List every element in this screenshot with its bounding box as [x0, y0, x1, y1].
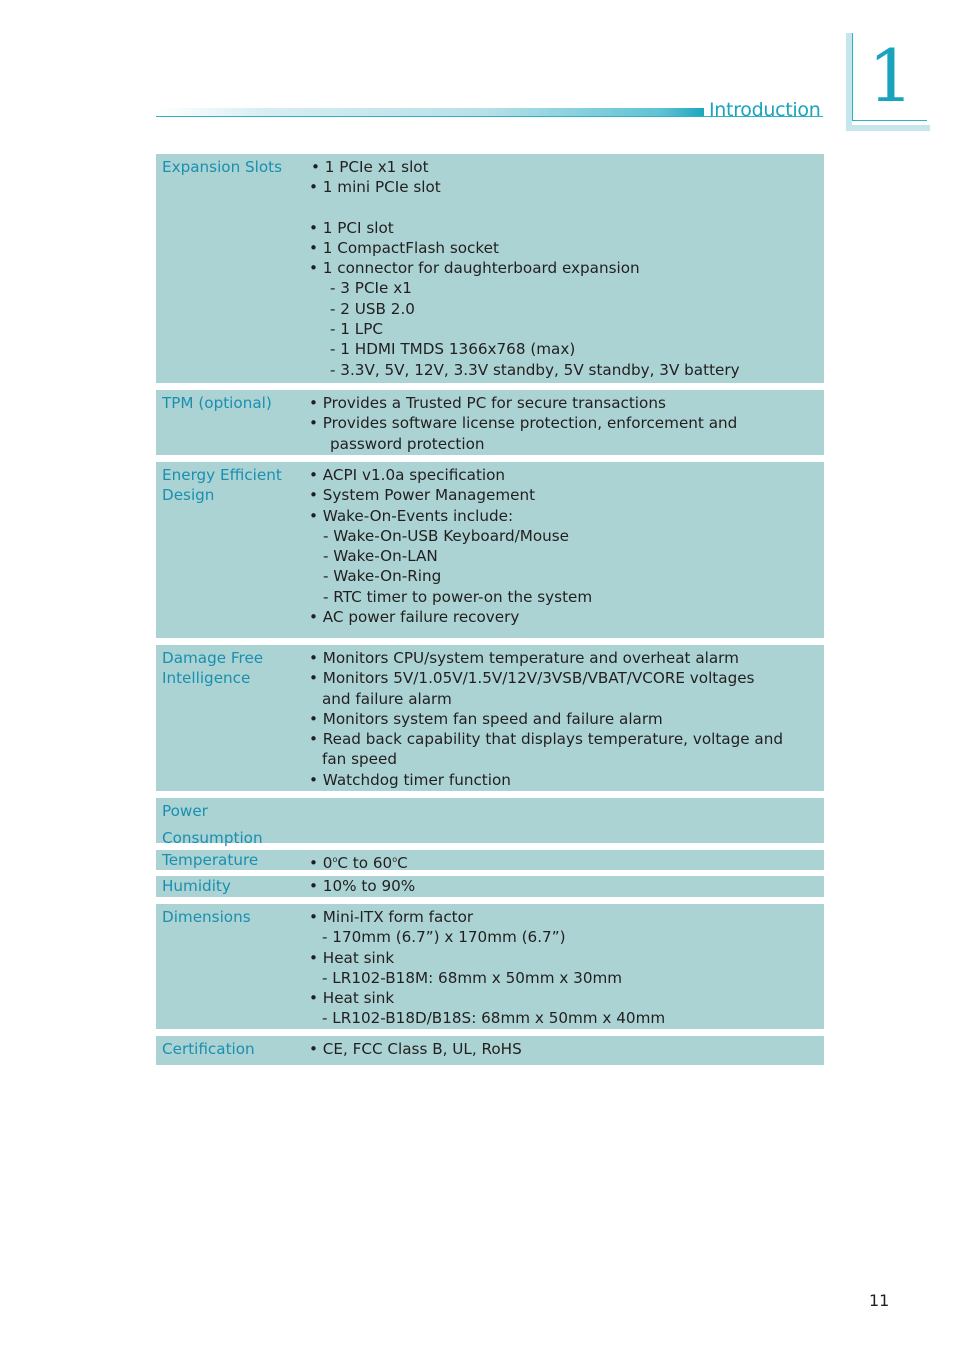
row-label: Certification	[162, 1040, 255, 1058]
table-row-expansion-slots	[156, 154, 824, 383]
specifications-table	[156, 154, 824, 1072]
row-label: Temperature	[162, 851, 259, 869]
list-item-continuation: password protection	[330, 434, 485, 453]
sub-item: - Wake-On-LAN	[323, 547, 438, 566]
row-label: Damage Free Intelligence	[162, 649, 264, 688]
row-label: Energy Efficient Design	[162, 466, 282, 505]
chapter-number: 1	[868, 34, 914, 118]
page-number: 11	[869, 1291, 890, 1310]
list-item: • 1 mini PCIe slot	[309, 178, 441, 197]
list-item: • 1 PCI slot	[309, 218, 394, 237]
list-item: • ACPI v1.0a specification	[309, 466, 506, 484]
row-label: Dimensions	[162, 908, 251, 926]
row-content: • 10% to 90%	[309, 877, 416, 895]
sub-item: - Wake-On-USB Keyboard/Mouse	[323, 526, 570, 545]
row-label: Power Consumption	[162, 802, 263, 847]
list-item: • Heat sink	[309, 948, 395, 967]
table-row-tpm	[156, 390, 824, 455]
row-label: Humidity	[162, 877, 231, 895]
table-row-dimensions	[156, 904, 824, 1029]
sub-item: - LR102-B18D/B18S: 68mm x 50mm x 40mm	[322, 1009, 666, 1028]
row-content	[156, 462, 824, 629]
list-item: • Monitors system fan speed and failure alarm	[309, 709, 663, 728]
row-content	[156, 390, 824, 456]
section-title: Introduction	[709, 99, 821, 121]
sub-item: - 2 USB 2.0	[330, 299, 415, 318]
list-item: • System Power Management	[309, 486, 536, 505]
list-item: • Read back capability that displays temperature, voltage and	[309, 730, 783, 749]
list-item: • Provides a Trusted PC for secure transactions	[309, 394, 666, 412]
sub-item: - 3.3V, 5V, 12V, 3.3V standby, 5V standby, 3V battery	[330, 360, 740, 379]
table-row-certification	[156, 1036, 824, 1065]
row-content	[156, 154, 824, 382]
sub-item: - 3 PCIe x1	[330, 279, 412, 298]
list-item-continuation: and failure alarm	[322, 689, 452, 708]
row-label: Expansion Slots	[162, 158, 283, 176]
sub-item: - LR102-B18M: 68mm x 50mm x 30mm	[322, 968, 623, 987]
sub-item: - 1 LPC	[330, 320, 384, 339]
list-item: • 1 CompactFlash socket	[309, 238, 499, 257]
list-item: • Monitors CPU/system temperature and overheat alarm	[309, 649, 739, 667]
row-content: • CE, FCC Class B, UL, RoHS	[309, 1040, 522, 1058]
row-label: TPM (optional)	[162, 394, 272, 412]
list-item: • Watchdog timer function	[309, 770, 511, 789]
row-content	[156, 904, 824, 1031]
sub-item: - 1 HDMI TMDS 1366x768 (max)	[330, 340, 576, 359]
sub-item: - RTC timer to power-on the system	[323, 587, 593, 606]
table-row-humidity	[156, 876, 824, 897]
list-item: • Heat sink	[309, 989, 395, 1008]
row-content: • 0$^o$C to 60$^o$C	[309, 854, 408, 872]
sub-item: - 170mm (6.7”) x 170mm (6.7”)	[322, 928, 566, 947]
table-row-damage-free-intelligence	[156, 645, 824, 791]
list-item-continuation: fan speed	[322, 750, 397, 769]
list-item: • Provides software license protection, enforcement and	[309, 414, 738, 433]
list-item: • Mini-ITX form factor	[309, 908, 474, 926]
sub-item: - Wake-On-Ring	[323, 567, 442, 586]
row-content	[156, 645, 824, 792]
list-item: • 1 connector for daughterboard expansion	[309, 259, 640, 278]
list-item: • Wake-On-Events include:	[309, 506, 514, 525]
table-row-power-consumption	[156, 798, 824, 847]
list-item: • Monitors 5V/1.05V/1.5V/12V/3VSB/VBAT/VCORE voltages	[309, 669, 755, 688]
table-row-temperature	[156, 850, 824, 870]
list-item: • 1 PCIe x1 slot	[311, 158, 429, 176]
list-item: • AC power failure recovery	[309, 608, 520, 627]
table-row-energy-efficient-design	[156, 462, 824, 638]
